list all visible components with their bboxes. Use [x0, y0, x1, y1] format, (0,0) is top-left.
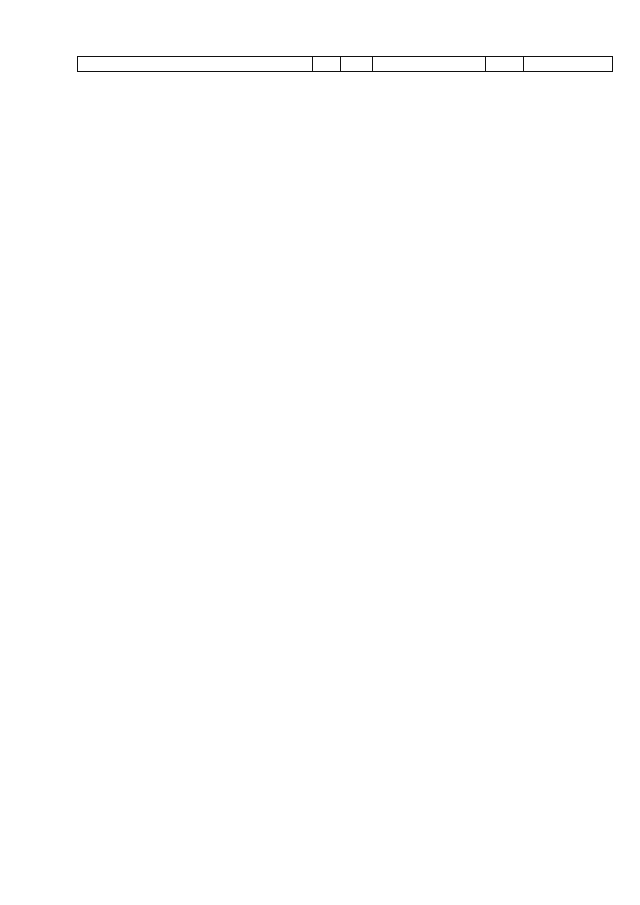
header-col-1	[78, 57, 312, 71]
header-col-6	[523, 57, 612, 71]
header-col-4	[372, 57, 485, 71]
header-col-5	[485, 57, 523, 71]
table-header	[77, 56, 613, 72]
header-col-3	[340, 57, 372, 71]
header-col-2	[312, 57, 340, 71]
